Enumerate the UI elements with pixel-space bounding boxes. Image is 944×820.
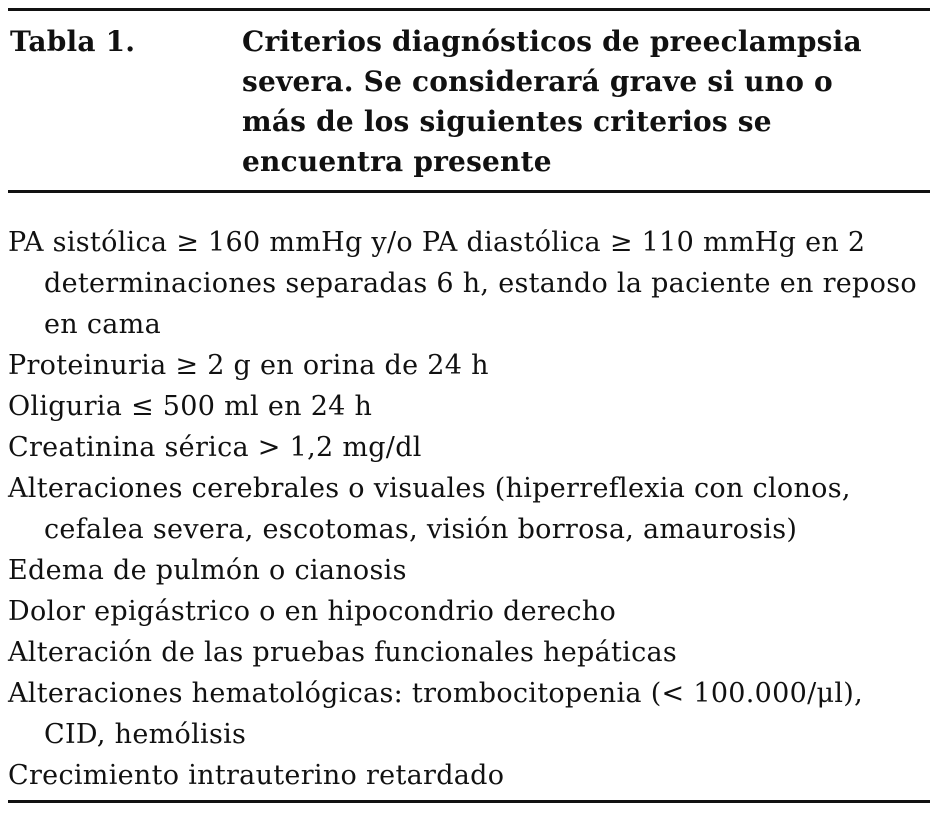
criterion-liver-function: Alteración de las pruebas funcionales hepáticas [8, 637, 678, 668]
table-title: Criterios diagnósticos de preeclampsia severa. Se considerará grave si uno o más de los siguientes criterios se encuentra presente [242, 25, 862, 178]
criterion-proteinuria: Proteinuria ≥ 2 g en orina de 24 h [8, 350, 489, 381]
criterion-pulmonary-edema: Edema de pulmón o cianosis [8, 555, 407, 586]
criterion-hematologic: Alteraciones hematológicas: trombocitopenia (< 100.000/μl), CID, hemólisis [8, 678, 863, 750]
criterion-oliguria: Oliguria ≤ 500 ml en 24 h [8, 391, 373, 422]
criterion-cerebral-visual: Alteraciones cerebrales o visuales (hiperreflexia con clonos, cefalea severa, escotomas, visión borrosa, amaurosis) [8, 473, 851, 545]
criteria-list [8, 222, 930, 796]
header-rule [8, 190, 930, 193]
criterion-blood-pressure: PA sistólica ≥ 160 mmHg y/o PA diastólica ≥ 110 mmHg en 2 determinaciones separadas 6 h, estando la paciente en reposo en cama [8, 227, 917, 340]
criterion-creatinine: Creatinina sérica > 1,2 mg/dl [8, 432, 422, 463]
criterion-growth-restriction: Crecimiento intrauterino retardado [8, 760, 505, 791]
table-label: Tabla 1. [10, 25, 136, 58]
criterion-epigastric-pain: Dolor epigástrico o en hipocondrio derecho [8, 596, 617, 627]
top-rule [8, 8, 930, 11]
bottom-rule [8, 800, 930, 803]
